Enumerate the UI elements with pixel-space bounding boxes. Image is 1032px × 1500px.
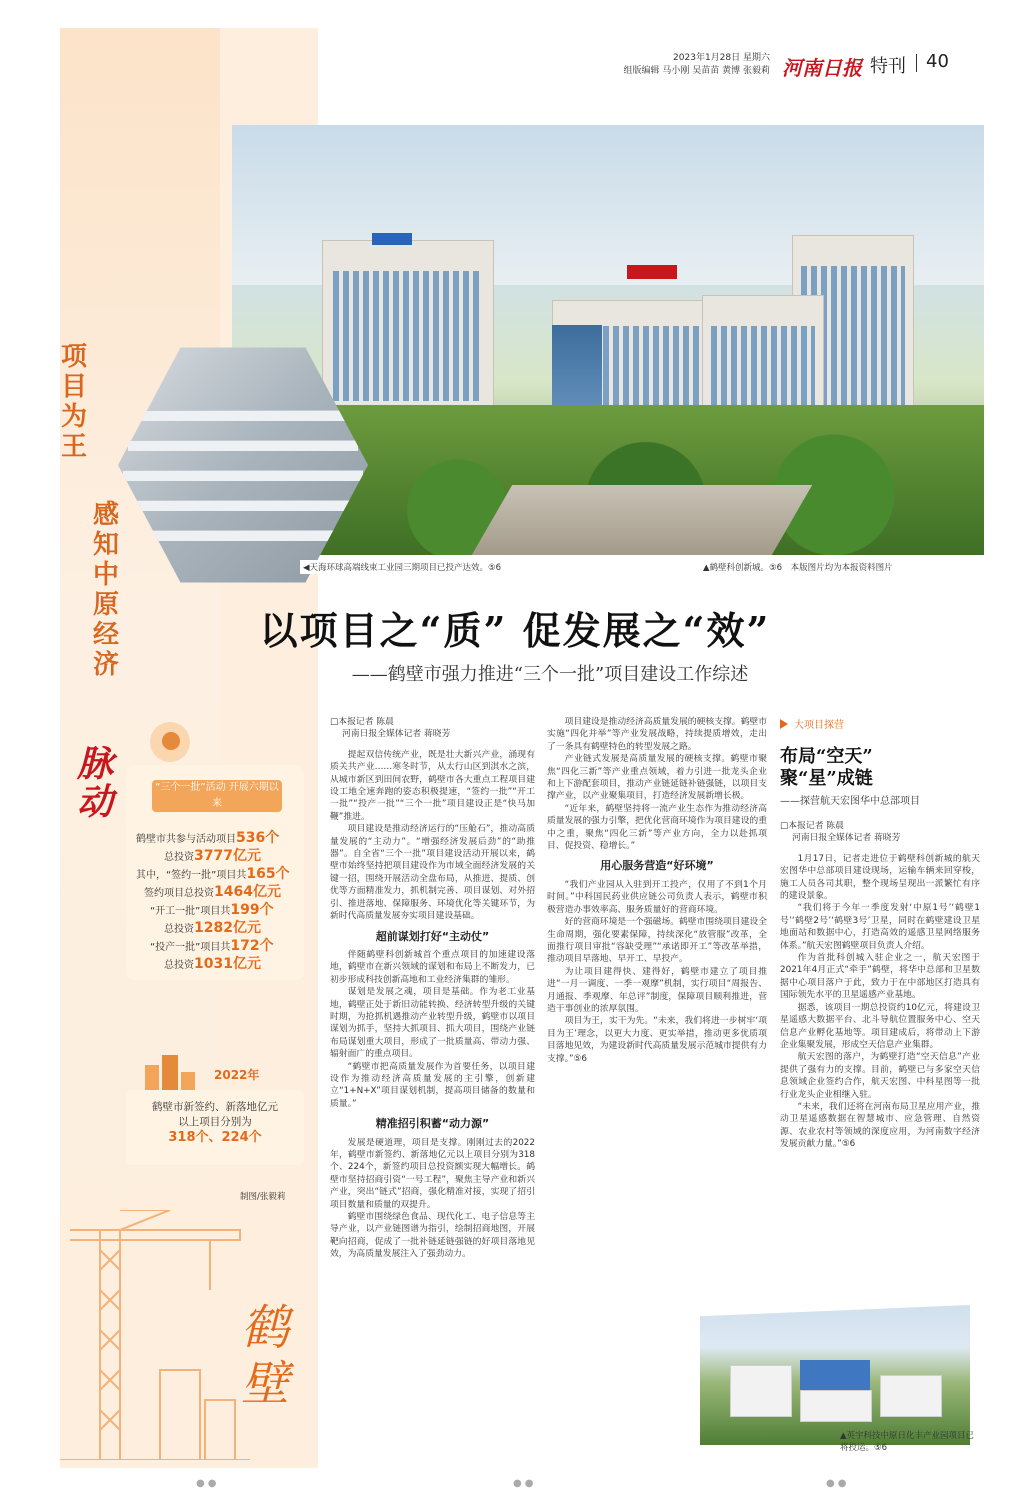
stat-row: 其中，“签约一批”项目共165个 xyxy=(136,866,290,882)
paragraph: 为让项目建得快、建得好，鹤壁市建立了项目推进“一月一调度、一季一观摩”机制，实行项目“周报告、月通报、季观摩、年总评”制度，保障项目顺利推进，营造干事创业的浓厚氛围。 xyxy=(547,966,767,1014)
year-text-1: 鹤壁市新签约、新落地亿元 xyxy=(152,1101,278,1113)
page-number: 40 xyxy=(926,51,949,72)
headline: 以项目之“质” 促发展之“效” xyxy=(259,608,771,653)
inset-caption: ◀天海环球高端线束工业园三期项目已投产达效。⑤6 xyxy=(300,560,504,574)
paragraph: 作为首批科创城入驻企业之一，航天宏图于2021年4月正式“牵手”鹤壁，将华中总部和卫星数据中心项目落户于此，致力于在中部地区打造具有国际领先水平的卫星遥感产业基地。 xyxy=(780,953,980,1001)
paragraph: “近年来，鹤壁坚持将一流产业生态作为推动经济高质量发展的强力引擎，把优化营商环境作为项目建设的重中之重，聚焦“四化三新”等产业方向，全力以赴抓项目、促投资、稳增长。” xyxy=(547,803,767,852)
stat-row: “开工一批”项目共199个 xyxy=(150,902,274,918)
byline-1: □本报记者 陈晨 xyxy=(330,717,394,727)
stat-row: 总投资1031亿元 xyxy=(164,956,261,972)
city-name: 鹤壁 xyxy=(240,1300,289,1412)
stat-row: 签约项目总投资1464亿元 xyxy=(144,884,281,900)
paragraph: 1月17日，记者走进位于鹤壁科创新城的航天宏图华中总部项目建设现场，运输车辆来回穿梭，施工人员各司其职，整个现场呈现出一派繁忙有序的建设景象。 xyxy=(780,853,980,902)
tag-label: 大项目探营 xyxy=(794,720,844,731)
sidebar-body xyxy=(780,820,980,1151)
paragraph: 项目建设是推动经济高质量发展的硬核支撑。鹤壁市实施“四化并举”等产业发展战略，持续提质增效，走出了一条具有鹤壁特色的转型发展之路。 xyxy=(547,717,767,752)
paragraph: 谋划是发展之魂，项目是基础。作为老工业基地，鹤壁正处于新旧动能转换、经济转型升级的关键时期，为抢抓机遇推动产业转型升级，鹤壁市以项目谋划为抓手，坚持大抓项目、抓大项目，围绕产业链布局谋划重大项目，形成了一批质量高、带动力强、辐射面广的重点项目。 xyxy=(330,987,535,1060)
paragraph: “我们将于今年一季度发射‘中原1号’‘鹤壁1号’‘鹤壁2号’‘鹤壁3号’卫星，同时在鹤壁建设卫星地面站和数据中心，打造高效的遥感卫星网络服务体系。”航天宏图鹤壁项目负责人介绍。 xyxy=(780,903,980,951)
header-date: 2023年1月28日 星期六 xyxy=(673,53,770,63)
year-box xyxy=(126,1090,304,1165)
paragraph: 项目建设是推动经济运行的“压舱石”，推动高质量发展的“主动力”。“增强经济发展后劲”的“助推器”。自全省“三个一批”项目建设活动开展以来，鹤壁市始终坚持把项目建设作为市域全面经济发展的关键一招，围绕开展活动全盘布局，从推进、提质、创优等方面精准发力，抓机制完善、项目谋划、对外招引、推进落地、保障服务、环境优化等关键环节，为新时代高质量发展夯实项目建设基础。 xyxy=(330,824,535,922)
section-heading: 用心服务营造“好环境” xyxy=(600,859,714,873)
paragraph: 提起双信传统产业，既是壮大新兴产业，涌现有质关共产业……寒冬时节，从太行山区到淇水之滨，从城市新区到田间农野，鹤壁市各大重点工程项目建设工地全速奔跑的姿态积极提速，“签约一批”“开工一批”“投产一批”“三个一批”项目建设正是“快马加鞭”推进。 xyxy=(330,749,535,822)
year-label: 2022年 xyxy=(214,1068,260,1082)
side-title-1: 项目为王 xyxy=(60,342,87,462)
byline-2: 河南日报全媒体记者 蒋晓芳 xyxy=(342,729,451,740)
paragraph: 发展是硬道理，项目是支撑。刚刚过去的2022年，鹤壁市新签约、新落地亿元以上项目分别为318个、224个，新签约项目总投资额实现大幅增长。鹤壁市坚持招商引资“一号工程”，聚焦主导产业和新兴产业，突出“链式”招商，强化精准对接，实现了招引项目数量和质量的双提升。 xyxy=(330,1137,535,1210)
side-title-2: 感知中原经济 xyxy=(92,500,119,680)
road xyxy=(472,485,812,555)
section-heading: 精准招引积蓄“动力源” xyxy=(375,1117,490,1131)
building-sign-red xyxy=(627,265,677,279)
paragraph: “我们产业园从入驻到开工投产，仅用了不到1个月时间。”中科国民药业供应链公司负责人表示，鹤壁市积极营造办事效率高、服务质量好的营商环境。 xyxy=(547,879,767,915)
paragraph: 好的营商环境是一个强磁场。鹤壁市围绕项目建设全生命周期，强化要素保障，持续深化“放管服”改革，全面推行项目审批“容缺受理”“承诺即开工”等改革举措，推动项目早落地、早开工、早投产。 xyxy=(547,917,767,965)
paragraph: 鹤壁市围绕绿色食品、现代化工、电子信息等主导产业，以产业链图谱为指引，绘制招商地图，开展靶向招商，促成了一批补链延链强链的好项目落地见效，为高质量发展注入了强劲动力。 xyxy=(330,1212,535,1260)
sidebar-byline-2: 河南日报全媒体记者 蒋晓芳 xyxy=(792,833,901,844)
page-dots: ●● xyxy=(826,1478,850,1489)
header-editors: 组版编辑 马小刚 吴苗苗 黄博 张毅莉 xyxy=(623,66,770,76)
crane-illustration xyxy=(60,1210,250,1460)
year-nums: 318个、224个 xyxy=(168,1130,262,1145)
paragraph: 伴随鹤壁科创新城首个重点项目的加速建设落地，鹤壁市在新兴领域的谋划和布局上不断发力，已初步形成科技创新高地和工业经济集群的雏形。 xyxy=(330,949,535,985)
section-heading: 超前谋划打好“主动仗” xyxy=(375,929,490,943)
sidebar-title: 布局“空天” 聚“星”成链 xyxy=(780,746,873,789)
stats-header: “三个一批”活动 开展六期以来 xyxy=(152,780,282,812)
paragraph: 项目为王，实干为先。“未来，我们将进一步树牢‘项目为王’理念，以更大力度、更实举措，推动更多优质项目落地见效，为建设新时代高质量发展示范城市提供有力支撑。”⑤6 xyxy=(547,1016,767,1064)
year-text-2: 以上项目分别为 xyxy=(178,1116,252,1128)
sidebar-byline-1: □本报记者 陈晨 xyxy=(780,821,844,831)
hero-caption: ▲鹤壁科创新城。⑤6 本版图片均为本报资料图片 xyxy=(700,560,896,574)
section-name: 特刊 xyxy=(870,56,906,77)
sidebar-subtitle: ——探营航天宏图华中总部项目 xyxy=(780,796,920,807)
page-dots: ●● xyxy=(513,1478,537,1489)
header-meta xyxy=(560,52,770,78)
stat-row: 鹤壁市共参与活动项目536个 xyxy=(136,830,280,846)
page-header xyxy=(560,48,980,88)
tag-triangle-icon xyxy=(780,719,788,729)
subheadline: ——鹤壁市强力推进“三个一批”项目建设工作综述 xyxy=(351,664,749,685)
side-title-big: 脉动 xyxy=(76,743,113,823)
stat-row: 总投资3777亿元 xyxy=(164,848,261,864)
stat-row: 总投资1282亿元 xyxy=(164,920,261,936)
page-dots: ●● xyxy=(196,1478,220,1489)
paragraph: 航天宏图的落户，为鹤壁打造“空天信息”产业提供了强有力的支撑。目前，鹤壁已与多家空天信息领域企业签约合作，航天宏图、中科星图等一批行业龙头企业相继入驻。 xyxy=(780,1052,980,1100)
industrial-park-photo xyxy=(700,1305,970,1445)
stat-row: “投产一批”项目共172个 xyxy=(150,938,274,954)
paragraph: “鹤壁市把高质量发展作为首要任务，以项目建设作为推动经济高质量发展的主引擎，创新建立“1+N+X”项目谋划机制，提高项目储备的数量和质量。” xyxy=(330,1061,535,1109)
paper-logo: 河南日报 xyxy=(782,56,862,80)
stats-box xyxy=(126,765,304,980)
factory-inset-photo xyxy=(118,340,368,590)
article-column-1 xyxy=(330,716,535,1461)
building-sign xyxy=(372,233,412,245)
header-divider xyxy=(916,54,917,72)
stats-icon-inner xyxy=(162,732,180,750)
paragraph: 据悉，该项目一期总投资约10亿元，将建设卫星遥感大数据平台、北斗导航位置服务中心、空天信息产业孵化基地等。项目建成后，将带动上下游企业集聚发展，形成空天信息产业集群。 xyxy=(780,1002,980,1050)
paragraph: “未来，我们还将在河南布局卫星应用产业，推动卫星遥感数据在智慧城市、应急管理、自然资源、农业农村等领域的深度应用，为河南数字经济发展贡献力量。”⑤6 xyxy=(780,1101,980,1150)
graphic-credit: 制图/张毅莉 xyxy=(240,1192,286,1202)
bottom-photo-caption: ▲英宇科技中原日化丰产业园项目已将投运。⑤6 xyxy=(840,1431,975,1453)
story-tag xyxy=(780,716,870,732)
paragraph: 产业链式发展是高质量发展的硬核支撑。鹤壁市聚焦“四化三新”等产业重点领域，着力引进一批龙头企业和上下游配套项目，推动产业链延链补链强链，以项目支撑产业，以产业聚集项目，打造经济发展新增长极。 xyxy=(547,754,767,802)
inset-hexagon xyxy=(118,340,368,590)
